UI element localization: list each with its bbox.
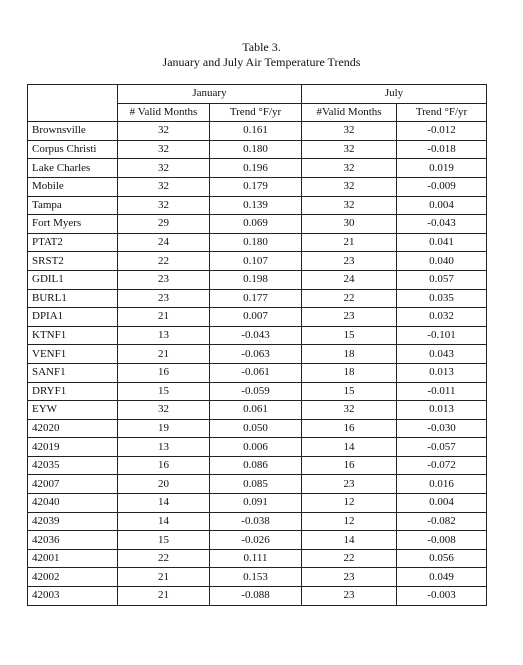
jan-trend-cell: -0.063 xyxy=(210,345,302,364)
jan-trend-cell: 0.180 xyxy=(210,140,302,159)
jul-valid-months-cell: 14 xyxy=(302,531,397,550)
table-row xyxy=(28,289,487,308)
station-cell: GDIL1 xyxy=(28,270,118,289)
jul-valid-months-cell: 22 xyxy=(302,289,397,308)
jul-trend-cell: -0.030 xyxy=(397,419,487,438)
table-row xyxy=(28,382,487,401)
jul-valid-months-cell: 23 xyxy=(302,587,397,606)
table-row xyxy=(28,308,487,327)
jan-trend-cell: 0.161 xyxy=(210,122,302,141)
station-cell: PTAT2 xyxy=(28,233,118,252)
table-row xyxy=(28,345,487,364)
jan-valid-months-cell: 19 xyxy=(118,419,210,438)
table-row xyxy=(28,568,487,587)
jan-trend-cell: 0.050 xyxy=(210,419,302,438)
jul-trend-cell: 0.004 xyxy=(397,494,487,513)
jul-valid-months-cell: 21 xyxy=(302,233,397,252)
jul-valid-months-cell: 23 xyxy=(302,252,397,271)
station-cell: 42019 xyxy=(28,438,118,457)
jul-valid-months-cell: 23 xyxy=(302,308,397,327)
table-row xyxy=(28,401,487,420)
table-row xyxy=(28,531,487,550)
jul-trend-cell: 0.041 xyxy=(397,233,487,252)
jul-valid-months-cell: 22 xyxy=(302,549,397,568)
table-row xyxy=(28,177,487,196)
table-row xyxy=(28,122,487,141)
jan-trend-cell: 0.069 xyxy=(210,215,302,234)
station-cell: 42007 xyxy=(28,475,118,494)
jul-trend-cell: 0.013 xyxy=(397,401,487,420)
table-row xyxy=(28,215,487,234)
jan-valid-months-cell: 14 xyxy=(118,494,210,513)
table-row xyxy=(28,252,487,271)
group-header-july: July xyxy=(302,85,487,104)
jul-trend-cell: 0.057 xyxy=(397,270,487,289)
jul-trend-cell: -0.101 xyxy=(397,326,487,345)
station-cell: 42039 xyxy=(28,512,118,531)
jul-valid-months-cell: 23 xyxy=(302,568,397,587)
jan-trend-cell: 0.006 xyxy=(210,438,302,457)
jan-trend-cell: 0.091 xyxy=(210,494,302,513)
jan-trend-cell: 0.198 xyxy=(210,270,302,289)
jul-trend-cell: -0.043 xyxy=(397,215,487,234)
column-header-jan-months: # Valid Months xyxy=(118,103,210,122)
jul-trend-cell: 0.035 xyxy=(397,289,487,308)
jul-trend-cell: -0.009 xyxy=(397,177,487,196)
jul-trend-cell: -0.012 xyxy=(397,122,487,141)
jan-valid-months-cell: 13 xyxy=(118,438,210,457)
jul-valid-months-cell: 32 xyxy=(302,401,397,420)
jan-trend-cell: 0.007 xyxy=(210,308,302,327)
table-row xyxy=(28,326,487,345)
jul-valid-months-cell: 32 xyxy=(302,140,397,159)
station-cell: 42036 xyxy=(28,531,118,550)
jul-trend-cell: 0.040 xyxy=(397,252,487,271)
jan-valid-months-cell: 22 xyxy=(118,252,210,271)
column-header-jul-trend: Trend °F/yr xyxy=(397,103,487,122)
jan-trend-cell: -0.026 xyxy=(210,531,302,550)
jan-valid-months-cell: 16 xyxy=(118,456,210,475)
jul-trend-cell: 0.043 xyxy=(397,345,487,364)
table-row xyxy=(28,233,487,252)
jan-trend-cell: -0.038 xyxy=(210,512,302,531)
jul-valid-months-cell: 32 xyxy=(302,159,397,178)
jan-trend-cell: 0.061 xyxy=(210,401,302,420)
column-header-jan-trend: Trend °F/yr xyxy=(210,103,302,122)
jul-trend-cell: 0.032 xyxy=(397,308,487,327)
table-row xyxy=(28,196,487,215)
jan-trend-cell: -0.061 xyxy=(210,363,302,382)
jan-valid-months-cell: 32 xyxy=(118,401,210,420)
jan-valid-months-cell: 21 xyxy=(118,587,210,606)
jan-valid-months-cell: 23 xyxy=(118,270,210,289)
jan-valid-months-cell: 32 xyxy=(118,122,210,141)
jan-trend-cell: 0.085 xyxy=(210,475,302,494)
station-cell: EYW xyxy=(28,401,118,420)
jul-trend-cell: 0.013 xyxy=(397,363,487,382)
station-cell: SRST2 xyxy=(28,252,118,271)
jan-valid-months-cell: 24 xyxy=(118,233,210,252)
jul-trend-cell: 0.049 xyxy=(397,568,487,587)
table-row xyxy=(28,549,487,568)
jul-valid-months-cell: 12 xyxy=(302,494,397,513)
jan-trend-cell: 0.179 xyxy=(210,177,302,196)
jul-trend-cell: 0.019 xyxy=(397,159,487,178)
table-body xyxy=(28,122,487,605)
station-cell: 42020 xyxy=(28,419,118,438)
table-row xyxy=(28,475,487,494)
jul-trend-cell: 0.056 xyxy=(397,549,487,568)
jan-valid-months-cell: 21 xyxy=(118,345,210,364)
table-row xyxy=(28,512,487,531)
table-row xyxy=(28,456,487,475)
jul-valid-months-cell: 12 xyxy=(302,512,397,531)
station-cell: 42002 xyxy=(28,568,118,587)
jul-trend-cell: -0.072 xyxy=(397,456,487,475)
table-row xyxy=(28,419,487,438)
station-cell: Tampa xyxy=(28,196,118,215)
jan-valid-months-cell: 15 xyxy=(118,531,210,550)
jan-valid-months-cell: 21 xyxy=(118,308,210,327)
jan-valid-months-cell: 14 xyxy=(118,512,210,531)
jul-trend-cell: 0.004 xyxy=(397,196,487,215)
table-row xyxy=(28,270,487,289)
station-cell: Fort Myers xyxy=(28,215,118,234)
station-cell: 42035 xyxy=(28,456,118,475)
jan-valid-months-cell: 23 xyxy=(118,289,210,308)
station-cell: 42001 xyxy=(28,549,118,568)
jul-valid-months-cell: 32 xyxy=(302,196,397,215)
jul-valid-months-cell: 16 xyxy=(302,456,397,475)
jan-trend-cell: -0.043 xyxy=(210,326,302,345)
jan-valid-months-cell: 15 xyxy=(118,382,210,401)
station-header-blank xyxy=(28,85,118,122)
station-cell: DRYF1 xyxy=(28,382,118,401)
jul-valid-months-cell: 24 xyxy=(302,270,397,289)
station-cell: KTNF1 xyxy=(28,326,118,345)
jul-valid-months-cell: 16 xyxy=(302,419,397,438)
group-header-january: January xyxy=(118,85,302,104)
jan-trend-cell: 0.086 xyxy=(210,456,302,475)
station-cell: Lake Charles xyxy=(28,159,118,178)
jul-valid-months-cell: 23 xyxy=(302,475,397,494)
station-cell: DPIA1 xyxy=(28,308,118,327)
station-cell: Corpus Christi xyxy=(28,140,118,159)
jul-valid-months-cell: 30 xyxy=(302,215,397,234)
temperature-trends-table xyxy=(27,84,487,606)
table-row xyxy=(28,494,487,513)
station-cell: Brownsville xyxy=(28,122,118,141)
table-row xyxy=(28,363,487,382)
jul-trend-cell: -0.008 xyxy=(397,531,487,550)
jul-trend-cell: -0.082 xyxy=(397,512,487,531)
jan-valid-months-cell: 21 xyxy=(118,568,210,587)
jul-valid-months-cell: 32 xyxy=(302,122,397,141)
jan-trend-cell: 0.196 xyxy=(210,159,302,178)
station-cell: 42003 xyxy=(28,587,118,606)
jul-valid-months-cell: 18 xyxy=(302,363,397,382)
jan-valid-months-cell: 32 xyxy=(118,177,210,196)
jan-trend-cell: -0.088 xyxy=(210,587,302,606)
jan-valid-months-cell: 16 xyxy=(118,363,210,382)
table-row xyxy=(28,587,487,606)
jul-valid-months-cell: 32 xyxy=(302,177,397,196)
jul-valid-months-cell: 15 xyxy=(302,326,397,345)
jan-trend-cell: 0.107 xyxy=(210,252,302,271)
station-cell: 42040 xyxy=(28,494,118,513)
jul-valid-months-cell: 15 xyxy=(302,382,397,401)
jul-trend-cell: -0.011 xyxy=(397,382,487,401)
jul-trend-cell: 0.016 xyxy=(397,475,487,494)
jan-trend-cell: 0.139 xyxy=(210,196,302,215)
table-title: January and July Air Temperature Trends xyxy=(162,55,361,69)
station-cell: SANF1 xyxy=(28,363,118,382)
column-header-jul-months: #Valid Months xyxy=(302,103,397,122)
jan-trend-cell: 0.180 xyxy=(210,233,302,252)
jan-valid-months-cell: 29 xyxy=(118,215,210,234)
jan-trend-cell: 0.111 xyxy=(210,549,302,568)
group-header-row xyxy=(28,85,487,104)
jan-valid-months-cell: 32 xyxy=(118,159,210,178)
jan-valid-months-cell: 32 xyxy=(118,140,210,159)
jan-valid-months-cell: 22 xyxy=(118,549,210,568)
table-caption xyxy=(0,40,523,70)
table-row xyxy=(28,159,487,178)
station-cell: Mobile xyxy=(28,177,118,196)
jan-trend-cell: 0.153 xyxy=(210,568,302,587)
jul-trend-cell: -0.018 xyxy=(397,140,487,159)
table-number: Table 3. xyxy=(242,40,281,54)
jan-trend-cell: -0.059 xyxy=(210,382,302,401)
table-row xyxy=(28,140,487,159)
jul-trend-cell: -0.003 xyxy=(397,587,487,606)
jan-valid-months-cell: 20 xyxy=(118,475,210,494)
station-cell: VENF1 xyxy=(28,345,118,364)
jul-trend-cell: -0.057 xyxy=(397,438,487,457)
station-cell: BURL1 xyxy=(28,289,118,308)
jan-trend-cell: 0.177 xyxy=(210,289,302,308)
jul-valid-months-cell: 14 xyxy=(302,438,397,457)
jul-valid-months-cell: 18 xyxy=(302,345,397,364)
jan-valid-months-cell: 13 xyxy=(118,326,210,345)
table-row xyxy=(28,438,487,457)
jan-valid-months-cell: 32 xyxy=(118,196,210,215)
